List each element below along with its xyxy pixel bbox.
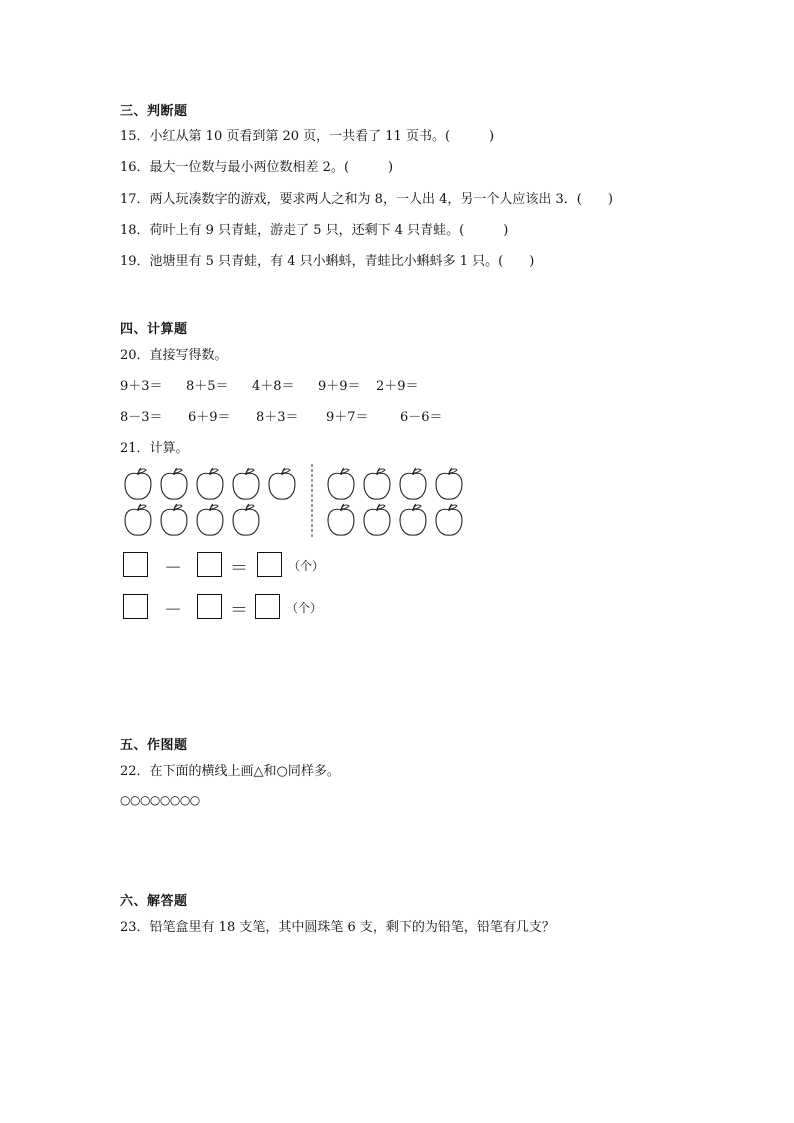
unit-label: （个） (288, 559, 325, 573)
equation-row-1 (120, 552, 360, 582)
section-title-word-problem: 六、解答题 (120, 894, 188, 909)
apple-icon (328, 468, 354, 499)
apple-icon (400, 504, 426, 535)
apple-icon (436, 468, 462, 499)
answer-box[interactable] (197, 594, 222, 619)
answer-box[interactable] (197, 552, 222, 577)
calc-row-1 (120, 375, 480, 393)
question-18: 18．荷叶上有 9 只青蛙，游走了 5 只，还剩下 4 只青蛙。( ) (120, 223, 509, 238)
calc-item: 8＋5＝ (186, 379, 229, 394)
question-23: 23．铅笔盒里有 18 支笔，其中圆珠笔 6 支，剩下的为铅笔，铅笔有几支？ (120, 920, 555, 935)
apple-figure (120, 462, 480, 542)
apple-illustration (120, 462, 480, 542)
answer-box[interactable] (257, 552, 282, 577)
minus-sign: － (164, 558, 182, 579)
calc-row-2 (120, 406, 480, 424)
unit-label: （个） (286, 601, 323, 615)
circle-row: ○○○○○○○○ (120, 793, 200, 807)
apple-icon (161, 468, 187, 499)
question-19: 19．池塘里有 5 只青蛙，有 4 只小蝌蚪，青蛙比小蝌蚪多 1 只。( ) (120, 254, 535, 269)
question-20: 20．直接写得数。 (120, 348, 228, 363)
section-title-judgment: 三、判断题 (120, 104, 188, 119)
calc-item: 9＋3＝ (120, 379, 163, 394)
question-16: 16．最大一位数与最小两位数相差 2。( ) (120, 160, 394, 175)
equals-sign: ＝ (230, 600, 248, 621)
apple-icon (364, 504, 390, 535)
apple-icon (197, 504, 223, 535)
section-title-calculation: 四、计算题 (120, 322, 188, 337)
answer-box[interactable] (123, 594, 148, 619)
apple-icon (400, 468, 426, 499)
apple-icon (125, 504, 151, 535)
apple-icon (328, 504, 354, 535)
calc-item: 2＋9＝ (376, 379, 419, 394)
calc-item: 4＋8＝ (252, 379, 295, 394)
equals-sign: ＝ (230, 558, 248, 579)
question-17: 17．两人玩凑数字的游戏，要求两人之和为 8，一人出 4，另一个人应该出 3．( ) (120, 192, 613, 207)
apple-icon (233, 468, 259, 499)
calc-item: 6＋9＝ (188, 410, 231, 425)
calc-item: 9＋7＝ (326, 410, 369, 425)
question-21: 21．计算。 (120, 441, 189, 456)
section-title-drawing: 五、作图题 (120, 738, 188, 753)
apple-icon (125, 468, 151, 499)
question-15: 15．小红从第 10 页看到第 20 页，一共看了 11 页书。( ) (120, 129, 495, 144)
equation-row-2 (120, 594, 360, 624)
apple-icon (233, 504, 259, 535)
calc-item: 6－6＝ (400, 410, 443, 425)
apple-icon (197, 468, 223, 499)
apple-icon (269, 468, 295, 499)
answer-box[interactable] (255, 594, 280, 619)
calc-item: 8＋3＝ (256, 410, 299, 425)
apple-icon (161, 504, 187, 535)
calc-item: 9＋9＝ (318, 379, 361, 394)
answer-box[interactable] (123, 552, 148, 577)
apple-icon (364, 468, 390, 499)
question-22: 22．在下面的横线上画△和○同样多。 (120, 764, 340, 779)
apple-icon (436, 504, 462, 535)
calc-item: 8－3＝ (120, 410, 163, 425)
minus-sign: － (164, 600, 182, 621)
